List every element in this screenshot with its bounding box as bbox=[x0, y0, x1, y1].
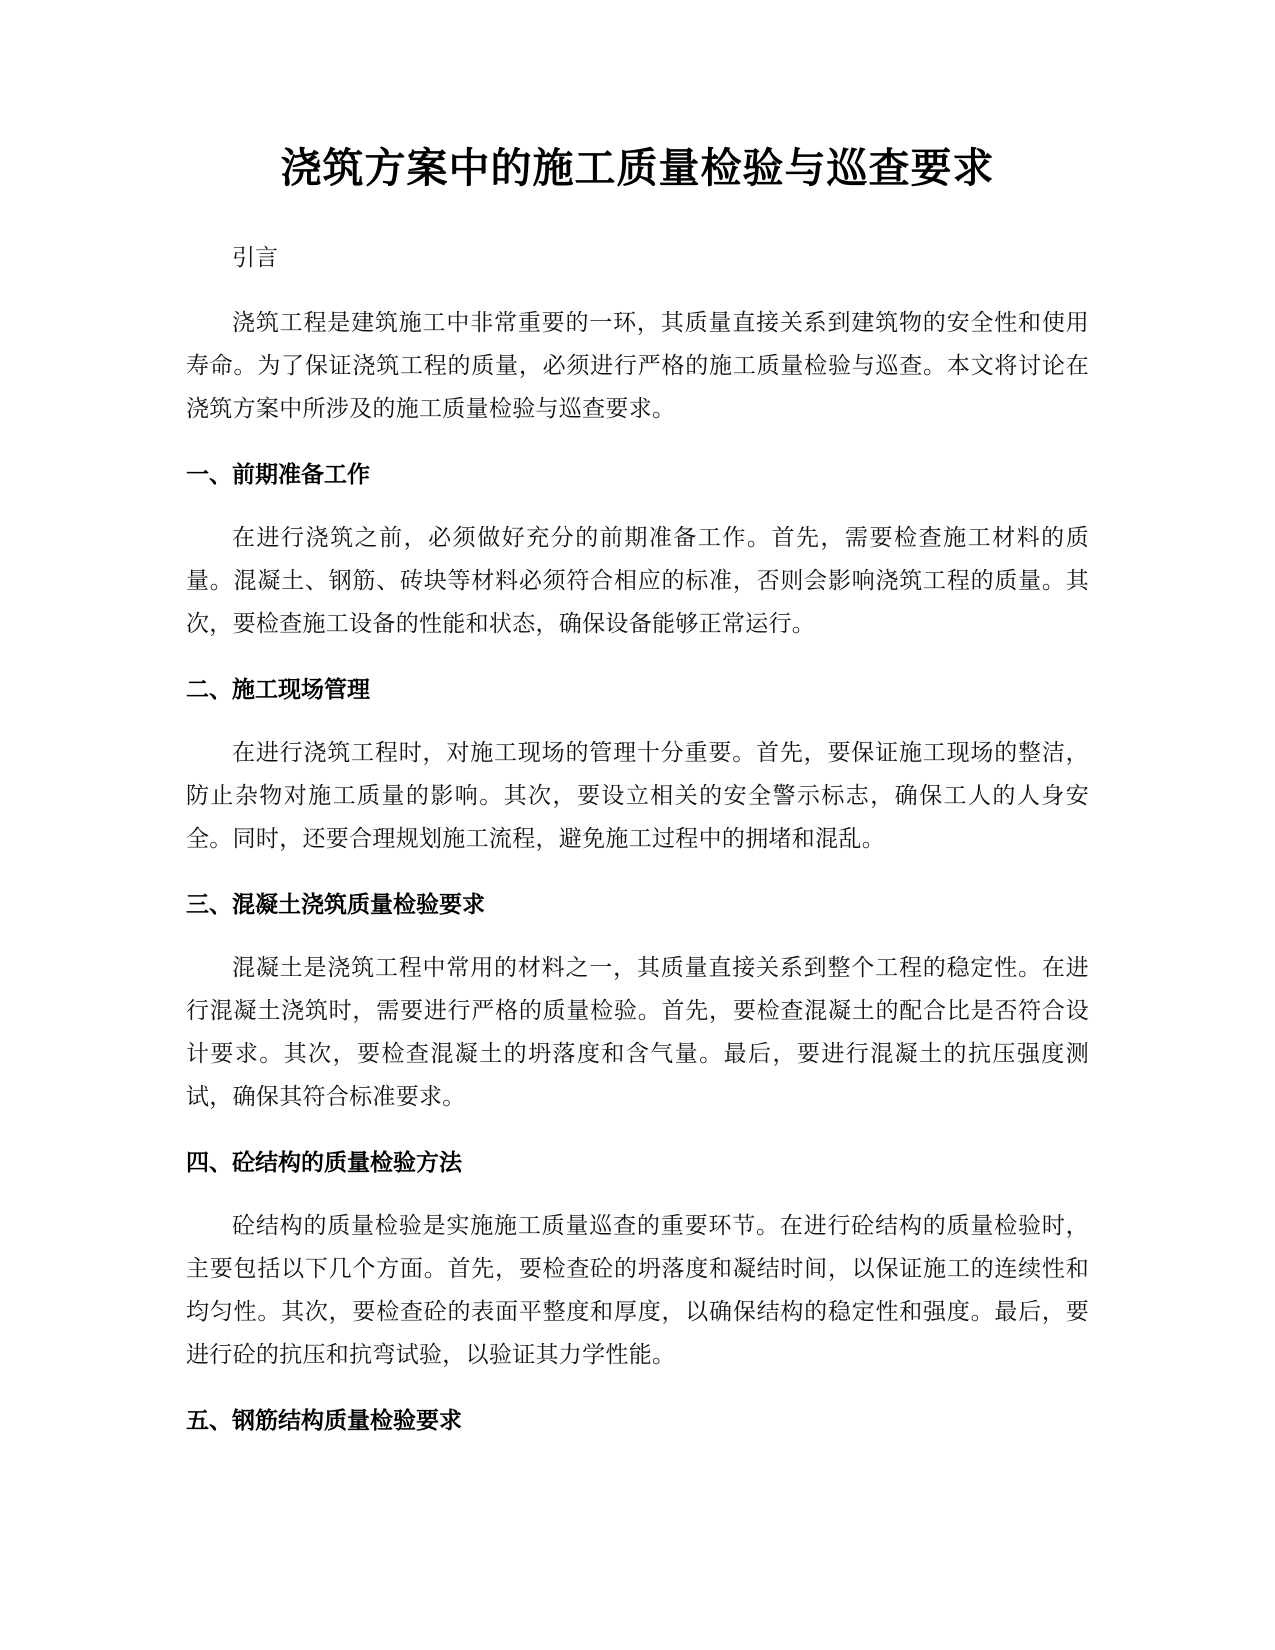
section-paragraph-2: 在进行浇筑工程时，对施工现场的管理十分重要。首先，要保证施工现场的整洁，防止杂物对施工质量的影响。其次，要设立相关的安全警示标志，确保工人的人身安全。同时，还要合理规划施工流程，避免施工过程中的拥堵和混乱。 bbox=[186, 740, 1089, 852]
section-paragraph-3: 混凝土是浇筑工程中常用的材料之一，其质量直接关系到整个工程的稳定性。在进行混凝土浇筑时，需要进行严格的质量检验。首先，要检查混凝土的配合比是否符合设计要求。其次，要检查混凝土的坍落度和含气量。最后，要进行混凝土的抗压强度测试，确保其符合标准要求。 bbox=[186, 955, 1089, 1110]
intro-label: 引言 bbox=[232, 245, 278, 271]
section-heading-4: 四、砼结构的质量检验方法 bbox=[186, 1150, 462, 1176]
intro-paragraph: 浇筑工程是建筑施工中非常重要的一环，其质量直接关系到建筑物的安全性和使用寿命。为了保证浇筑工程的质量，必须进行严格的施工质量检验与巡查。本文将讨论在浇筑方案中所涉及的施工质量检验与巡查要求。 bbox=[186, 310, 1089, 422]
section-paragraph-1: 在进行浇筑之前，必须做好充分的前期准备工作。首先，需要检查施工材料的质量。混凝土、钢筋、砖块等材料必须符合相应的标准，否则会影响浇筑工程的质量。其次，要检查施工设备的性能和状态，确保设备能够正常运行。 bbox=[186, 525, 1089, 637]
section-heading-5: 五、钢筋结构质量检验要求 bbox=[186, 1408, 462, 1434]
document-title: 浇筑方案中的施工质量检验与巡查要求 bbox=[280, 144, 995, 192]
section-heading-1: 一、前期准备工作 bbox=[186, 462, 370, 488]
section-heading-2: 二、施工现场管理 bbox=[186, 677, 370, 703]
section-heading-3: 三、混凝土浇筑质量检验要求 bbox=[186, 892, 485, 918]
section-paragraph-4: 砼结构的质量检验是实施施工质量巡查的重要环节。在进行砼结构的质量检验时，主要包括以下几个方面。首先，要检查砼的坍落度和凝结时间，以保证施工的连续性和均匀性。其次，要检查砼的表面平整度和厚度，以确保结构的稳定性和强度。最后，要进行砼的抗压和抗弯试验，以验证其力学性能。 bbox=[186, 1213, 1089, 1368]
